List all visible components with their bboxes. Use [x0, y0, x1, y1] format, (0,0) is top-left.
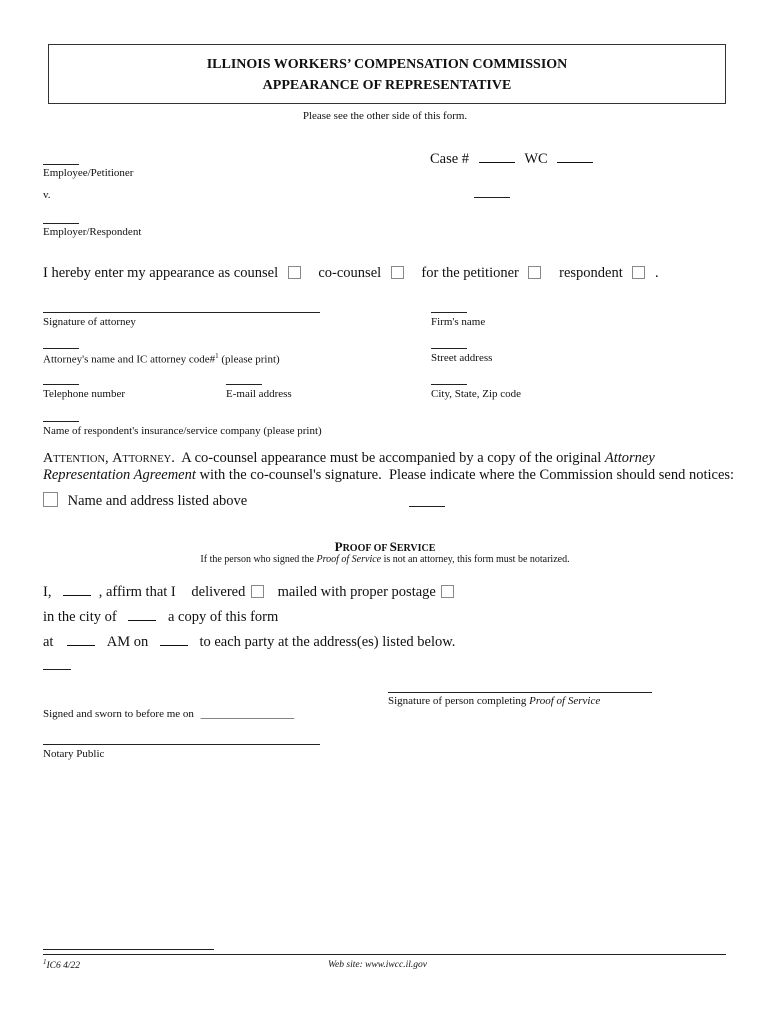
- wc-label: WC: [524, 151, 548, 167]
- at-label: at: [43, 634, 54, 650]
- affirm-row: [43, 583, 454, 601]
- form-title: APPEARANCE OF REPRESENTATIVE: [262, 78, 512, 93]
- telephone-field[interactable]: [43, 384, 79, 385]
- petitioner-checkbox[interactable]: [528, 266, 541, 279]
- affirm-text: , affirm that I: [98, 584, 176, 600]
- attorney-name-field[interactable]: [43, 348, 79, 349]
- case-number-row: [430, 150, 593, 168]
- attention-line-1: [43, 450, 655, 467]
- employer-label: Employer/Respondent: [43, 226, 142, 238]
- attention-text-1: A co-counsel appearance must be accompanied by a copy of the original: [174, 450, 605, 466]
- email-label: E-mail address: [226, 388, 292, 400]
- note-top: Please see the other side of this form.: [302, 110, 468, 122]
- footer-rule: [43, 954, 726, 955]
- insurance-field[interactable]: [43, 421, 79, 422]
- proof-note-a: If the person who signed the: [200, 554, 317, 565]
- service-date-field[interactable]: [160, 633, 188, 646]
- service-city-field[interactable]: [128, 608, 156, 621]
- attention-line-2: [43, 467, 734, 484]
- case-extra-field[interactable]: [474, 197, 510, 198]
- insurance-label: Name of respondent's insurance/service company (please print): [43, 425, 322, 437]
- delivered-label: delivered: [191, 584, 246, 600]
- case-label: Case #: [430, 151, 470, 167]
- employee-field[interactable]: [43, 164, 79, 165]
- proof-note-italic: Proof of Service: [316, 554, 382, 565]
- delivered-checkbox[interactable]: [251, 585, 264, 598]
- street-field[interactable]: [431, 348, 467, 349]
- cocounsel-checkbox[interactable]: [391, 266, 404, 279]
- footer-sup: 1: [43, 958, 47, 966]
- firm-name-label: Firm's name: [431, 316, 486, 328]
- attention-cap-a: A: [43, 451, 54, 466]
- copy-text: a copy of this form: [167, 609, 279, 625]
- counsel-checkbox[interactable]: [288, 266, 301, 279]
- attention-comma: ,: [105, 450, 113, 466]
- service-time-field[interactable]: [67, 633, 95, 646]
- footnote-marker: 1: [215, 352, 219, 360]
- attorney-signature-field[interactable]: [43, 312, 320, 313]
- attention-italic-2: Representation Agreement: [43, 467, 196, 483]
- am-on-label: AM on: [106, 634, 149, 650]
- signature-attorney-label: Signature of attorney: [43, 316, 136, 328]
- city-field[interactable]: [431, 384, 467, 385]
- website-text[interactable]: Web site: www.iwcc.il.gov: [328, 960, 427, 970]
- versus-label: v.: [43, 189, 51, 201]
- form-code: [43, 958, 80, 971]
- notary-label: Notary Public: [43, 748, 105, 760]
- notice-address-label: Name and address listed above: [67, 493, 248, 509]
- notary-signature-field[interactable]: [43, 744, 320, 745]
- attorney-cap-a: A: [112, 451, 123, 466]
- attention-period: .: [171, 450, 175, 466]
- title-ervice: ERVICE: [396, 543, 436, 554]
- attorney-name-label: [43, 352, 280, 366]
- city-of-label: in the city of: [43, 609, 117, 625]
- completer-text: Signature of person completing: [388, 695, 530, 707]
- sworn-date-field[interactable]: _________________: [200, 708, 295, 720]
- wc-number-field[interactable]: [557, 150, 593, 163]
- time-row: [43, 633, 455, 651]
- telephone-label: Telephone number: [43, 388, 126, 400]
- mailed-checkbox[interactable]: [441, 585, 454, 598]
- street-label: Street address: [431, 352, 493, 364]
- petitioner-label: for the petitioner: [421, 265, 519, 281]
- commission-title: ILLINOIS WORKERS’ COMPENSATION COMMISSION: [206, 57, 568, 72]
- proof-note-b: is not an attorney, this form must be notarized.: [381, 554, 570, 565]
- appearance-lead: I hereby enter my appearance as counsel: [43, 265, 279, 281]
- notice-address-field[interactable]: [409, 506, 445, 507]
- mailed-label: mailed with proper postage: [277, 584, 436, 600]
- sworn-row: [43, 708, 294, 720]
- email-field[interactable]: [226, 384, 262, 385]
- i-label: I,: [43, 584, 52, 600]
- completer-italic: Proof of Service: [529, 695, 601, 707]
- attention-word: TTENTION: [53, 454, 106, 465]
- appearance-row: [43, 265, 659, 282]
- respondent-label: respondent: [559, 265, 623, 281]
- attention-italic-1: Attorney: [604, 450, 655, 466]
- city-label: City, State, Zip code: [431, 388, 522, 400]
- completer-signature-field[interactable]: [388, 692, 652, 693]
- attorney-word: TTORNEY: [122, 454, 172, 465]
- each-party-text: to each party at the address(es) listed below.: [199, 634, 456, 650]
- employee-label: Employee/Petitioner: [43, 167, 134, 179]
- title-roof-of: ROOF OF: [342, 543, 390, 554]
- affiant-name-field[interactable]: [63, 583, 91, 596]
- form-header: [48, 44, 726, 104]
- notice-address-checkbox[interactable]: [43, 492, 58, 507]
- proof-note: [0, 554, 770, 565]
- form-code-text: IC6 4/22: [46, 961, 81, 972]
- cocounsel-label: co-counsel: [318, 265, 382, 281]
- respondent-checkbox[interactable]: [632, 266, 645, 279]
- title-cap-p: P: [334, 539, 343, 554]
- please-print-text: (please print): [221, 353, 280, 366]
- completer-signature-label: [388, 695, 600, 707]
- firm-name-field[interactable]: [431, 312, 467, 313]
- service-extra-field[interactable]: [43, 669, 71, 670]
- employer-field[interactable]: [43, 223, 79, 224]
- appearance-end: .: [654, 265, 659, 281]
- attention-text-2: with the co-counsel's signature. Please indicate where the Commission should send notices:: [195, 467, 735, 483]
- attorney-name-text: Attorney's name and IC attorney code#: [43, 353, 216, 366]
- notice-option-row: [43, 492, 247, 510]
- case-number-field[interactable]: [479, 150, 515, 163]
- footnote-rule: [43, 949, 214, 950]
- city-row: [43, 608, 278, 626]
- sworn-label: Signed and sworn to before me on: [43, 708, 194, 720]
- title-cap-s: S: [389, 539, 397, 554]
